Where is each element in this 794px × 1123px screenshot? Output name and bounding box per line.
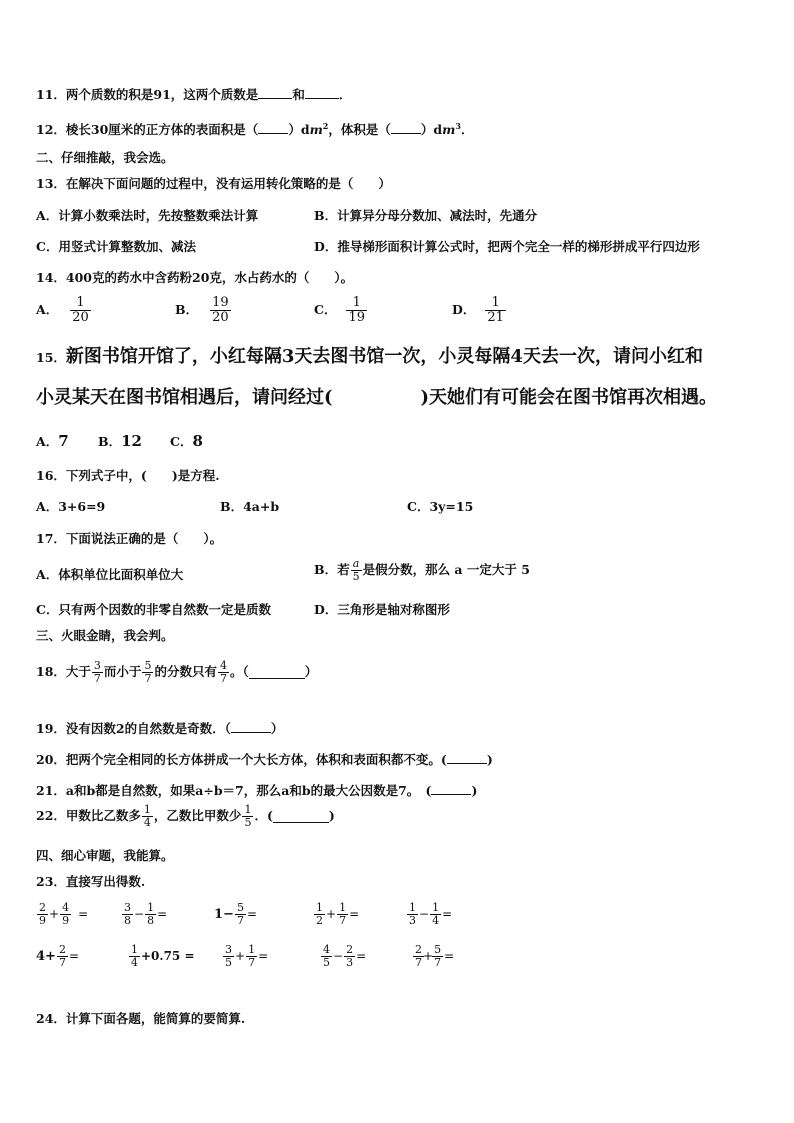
numerator: 19 xyxy=(212,295,229,310)
question-text: 两个质数的积是91，这两个质数是 xyxy=(65,87,259,102)
numerator: a xyxy=(352,557,360,570)
denominator: 7 xyxy=(415,955,422,969)
fraction xyxy=(129,944,140,968)
fraction xyxy=(246,944,257,968)
option-text: B．若 xyxy=(314,561,350,577)
question-text: 大于 xyxy=(65,663,91,679)
question-22 xyxy=(36,804,335,828)
question-text: ）d xyxy=(420,122,443,137)
denominator: 7 xyxy=(236,913,244,927)
numerator: 5 xyxy=(144,659,152,672)
question-text: )天她们有可能会在图书馆再次相遇。 xyxy=(420,387,718,408)
fraction xyxy=(346,296,367,324)
calc-item[interactable] xyxy=(121,902,167,926)
question-text: 在解决下面问题的过程中，没有运用转化策略的是（ ） xyxy=(65,176,391,191)
question-number: 19． xyxy=(36,721,66,736)
question-text: ） xyxy=(304,663,318,679)
question-text: ) xyxy=(486,752,493,767)
fraction xyxy=(142,804,153,828)
equals: = xyxy=(246,907,258,922)
denominator: 3 xyxy=(409,913,416,927)
expression-text: +0.75 = xyxy=(141,949,195,964)
numerator: 3 xyxy=(225,943,232,956)
fraction xyxy=(122,902,133,926)
equals: = xyxy=(356,949,367,964)
fraction xyxy=(337,902,348,926)
equals: = xyxy=(349,907,360,922)
question-number: 14． xyxy=(36,270,66,285)
question-13 xyxy=(36,178,391,191)
denominator: 7 xyxy=(93,671,101,685)
option-d[interactable]: D．推导梯形面积计算公式时，把两个完全一样的梯形拼成平行四边形 xyxy=(314,239,700,254)
whole-number: 4+ xyxy=(36,948,56,964)
denominator: 7 xyxy=(144,671,152,685)
question-number: 15． xyxy=(36,350,66,365)
denominator: 20 xyxy=(72,309,89,325)
option-a[interactable]: A．3+6=9 xyxy=(36,499,106,514)
question-number: 12． xyxy=(36,122,66,137)
answer-blank[interactable] xyxy=(258,86,292,99)
numerator: 1 xyxy=(147,901,155,914)
fraction xyxy=(242,804,253,828)
option-c[interactable]: C．3y=15 xyxy=(407,499,474,514)
denominator: 7 xyxy=(58,955,66,969)
calc-item[interactable] xyxy=(313,902,359,926)
option-b[interactable]: B．4a+b xyxy=(220,499,280,514)
question-19 xyxy=(36,720,283,736)
denominator: 4 xyxy=(143,815,151,829)
operator: − xyxy=(419,907,430,922)
answer-blank[interactable] xyxy=(258,121,288,134)
answer-blank[interactable] xyxy=(305,86,339,99)
question-number: 13． xyxy=(36,176,66,191)
question-16 xyxy=(36,470,220,483)
question-number: 23． xyxy=(36,874,66,889)
calc-item[interactable] xyxy=(36,944,79,968)
question-number: 17． xyxy=(36,531,66,546)
fraction xyxy=(235,902,246,926)
question-number: 18． xyxy=(36,663,66,679)
question-text: 没有因数2的自然数是奇数．（ xyxy=(65,721,231,736)
denominator: 3 xyxy=(346,955,354,969)
option-label: B． xyxy=(98,434,122,449)
answer-blank[interactable] xyxy=(391,121,421,134)
option-label: D． xyxy=(452,301,476,317)
numerator: 1 xyxy=(339,901,347,914)
question-text: 和 xyxy=(292,87,305,102)
question-24 xyxy=(36,1013,245,1026)
question-text: ) xyxy=(471,783,478,798)
numerator: 1 xyxy=(244,803,252,816)
numerator: 2 xyxy=(346,943,354,956)
operator: − xyxy=(134,907,145,922)
fraction xyxy=(57,944,68,968)
fraction xyxy=(321,944,332,968)
question-text: 下面说法正确的是（ ）。 xyxy=(65,531,223,546)
question-15-line2 xyxy=(36,389,717,407)
denominator: 2 xyxy=(316,913,323,927)
option-a[interactable]: A．计算小数乘法时，先按整数乘法计算 xyxy=(36,208,259,223)
numerator: 2 xyxy=(58,943,66,956)
denominator: 5 xyxy=(244,815,252,829)
question-text: ） xyxy=(270,721,284,736)
question-text: ．( xyxy=(254,807,273,823)
fraction xyxy=(344,944,355,968)
equals: = xyxy=(78,907,89,922)
answer-blank[interactable] xyxy=(273,810,329,823)
calc-item[interactable] xyxy=(214,902,257,926)
denominator: 4 xyxy=(432,913,440,927)
option-a[interactable]: A．体积单位比面积单位大 xyxy=(36,567,184,582)
denominator: 21 xyxy=(487,309,504,325)
numerator: 1 xyxy=(409,901,416,914)
question-text: ． xyxy=(460,122,474,137)
operator: + xyxy=(423,949,434,964)
operator: + xyxy=(235,949,246,964)
fraction xyxy=(60,902,71,926)
option-a[interactable] xyxy=(36,296,92,324)
fraction xyxy=(142,660,153,684)
question-text: 把两个完全相同的长方体拼成一个大长方体，体积和表面积都不变。( xyxy=(65,752,447,767)
equals: = xyxy=(442,907,453,922)
fraction xyxy=(92,660,103,684)
question-11 xyxy=(36,86,351,102)
equals: = xyxy=(157,907,168,922)
unit-letter: m xyxy=(442,122,456,137)
operator: − xyxy=(333,949,344,964)
question-23 xyxy=(36,876,145,889)
denominator: 7 xyxy=(219,671,227,685)
option-label: A． xyxy=(36,434,59,449)
option-a[interactable] xyxy=(36,434,69,449)
numerator: 4 xyxy=(219,659,227,672)
question-12 xyxy=(36,121,473,137)
option-c[interactable]: C．只有两个因数的非零自然数一定是质数 xyxy=(36,602,271,617)
question-text: ）d xyxy=(288,122,310,137)
option-value: 7 xyxy=(58,432,69,450)
fraction xyxy=(223,944,234,968)
fraction xyxy=(314,902,325,926)
denominator: 5 xyxy=(323,955,330,969)
question-number: 24． xyxy=(36,1011,66,1026)
denominator: 7 xyxy=(434,955,442,969)
denominator: 19 xyxy=(348,309,365,325)
question-text: 下列式子中，( )是方程. xyxy=(65,468,220,483)
numerator: 4 xyxy=(323,943,330,956)
numerator: 2 xyxy=(415,943,422,956)
option-value: 12 xyxy=(121,432,142,450)
denominator: 9 xyxy=(62,913,70,927)
numerator: 1 xyxy=(76,295,85,310)
question-18 xyxy=(36,660,317,684)
question-text: 计算下面各题，能简算的要简算. xyxy=(65,1011,246,1026)
question-text: ) xyxy=(328,807,335,823)
question-15 xyxy=(36,348,703,366)
question-14 xyxy=(36,272,353,285)
question-text: 甲数比乙数多 xyxy=(65,807,141,823)
calc-item[interactable] xyxy=(128,944,195,968)
fraction xyxy=(351,558,362,582)
numerator: 1 xyxy=(316,901,323,914)
question-number: 22． xyxy=(36,807,66,823)
question-number: 16． xyxy=(36,468,66,483)
option-b[interactable] xyxy=(98,434,142,449)
fraction xyxy=(70,296,91,324)
fraction xyxy=(210,296,231,324)
numerator: 1 xyxy=(352,295,361,310)
answer-blank[interactable] xyxy=(249,666,305,679)
question-21 xyxy=(36,782,477,798)
answer-blank[interactable] xyxy=(431,782,471,795)
question-text: ，乙数比甲数少 xyxy=(153,807,242,823)
calc-item[interactable] xyxy=(320,944,366,968)
calc-item[interactable] xyxy=(412,944,454,968)
question-20 xyxy=(36,751,493,767)
operator: + xyxy=(49,907,60,922)
question-text: 而小于 xyxy=(103,663,142,679)
calc-item[interactable] xyxy=(36,902,88,926)
answer-blank[interactable] xyxy=(231,720,271,733)
numerator: 1 xyxy=(248,943,256,956)
question-number: 11． xyxy=(36,87,66,102)
fraction xyxy=(145,902,156,926)
denominator: 8 xyxy=(147,913,155,927)
denominator: 5 xyxy=(352,569,360,583)
question-number: 20． xyxy=(36,752,66,767)
question-text: 新图书馆开馆了，小红每隔3天去图书馆一次，小灵每隔4天去一次，请问小红和 xyxy=(65,346,703,367)
calc-item[interactable] xyxy=(222,944,268,968)
numerator: 4 xyxy=(62,901,70,914)
numerator: 3 xyxy=(124,901,131,914)
answer-blank[interactable] xyxy=(447,751,487,764)
equals: = xyxy=(68,949,80,964)
denominator: 8 xyxy=(124,913,131,927)
option-c[interactable] xyxy=(170,434,203,449)
option-label: A． xyxy=(36,301,59,317)
section-heading: 二、仔细推敲，我会选。 xyxy=(36,150,174,165)
question-text: a和b都是自然数，如果a÷b＝7，那么a和b的最大公因数是7。 ( xyxy=(65,783,432,798)
equals: = xyxy=(444,949,455,964)
question-number: 21． xyxy=(36,783,66,798)
question-text: 。（ xyxy=(229,663,249,679)
numerator: 5 xyxy=(236,901,244,914)
exponent: 2 xyxy=(322,120,329,131)
option-d[interactable]: D．三角形是轴对称图形 xyxy=(314,602,450,617)
section-heading: 三、火眼金睛，我会判。 xyxy=(36,628,174,643)
section-heading: 四、细心审题，我能算。 xyxy=(36,848,174,863)
option-d[interactable] xyxy=(452,296,507,324)
question-text: 小灵某天在图书馆相遇后，请问经过( xyxy=(36,387,333,408)
question-text: 400克的药水中含药粉20克，水占药水的（ ）。 xyxy=(65,270,354,285)
fraction xyxy=(407,902,418,926)
numerator: 1 xyxy=(143,803,151,816)
option-label: C． xyxy=(170,434,193,449)
calc-item[interactable] xyxy=(406,902,452,926)
denominator: 20 xyxy=(212,309,229,325)
fraction xyxy=(485,296,506,324)
option-c[interactable]: C．用竖式计算整数加、减法 xyxy=(36,239,196,254)
unit-letter: m xyxy=(309,122,323,137)
denominator: 4 xyxy=(131,955,138,969)
numerator: 1 xyxy=(491,295,500,310)
numerator: 3 xyxy=(93,659,101,672)
fraction xyxy=(37,902,48,926)
equals: = xyxy=(258,949,269,964)
fraction xyxy=(430,902,441,926)
option-label: C． xyxy=(314,301,337,317)
denominator: 9 xyxy=(39,913,46,927)
question-text: 直接写出得数. xyxy=(65,874,146,889)
exponent: 3 xyxy=(455,120,461,131)
numerator: 1 xyxy=(432,901,440,914)
option-b[interactable]: B．计算异分母分数加、减法时，先通分 xyxy=(314,208,538,223)
denominator: 5 xyxy=(225,955,232,969)
option-b[interactable] xyxy=(314,558,530,582)
question-text: 棱长30厘米的正方体的表面积是（ xyxy=(65,122,259,137)
option-value: 8 xyxy=(192,432,203,450)
option-b[interactable] xyxy=(175,296,232,324)
numerator: 1 xyxy=(131,943,138,956)
option-c[interactable] xyxy=(314,296,368,324)
option-label: B． xyxy=(175,301,199,317)
denominator: 7 xyxy=(248,955,256,969)
question-text: ，体积是（ xyxy=(328,122,391,137)
fraction xyxy=(218,660,229,684)
operator: + xyxy=(326,907,337,922)
question-text: ． xyxy=(338,87,352,102)
whole-number: 1− xyxy=(214,906,234,922)
fraction xyxy=(432,944,443,968)
numerator: 2 xyxy=(39,901,46,914)
numerator: 5 xyxy=(434,943,442,956)
question-17 xyxy=(36,533,222,546)
option-text: 是假分数，那么 a 一定大于 5 xyxy=(362,561,530,577)
question-text: 的分数只有 xyxy=(154,663,217,679)
denominator: 7 xyxy=(339,913,347,927)
